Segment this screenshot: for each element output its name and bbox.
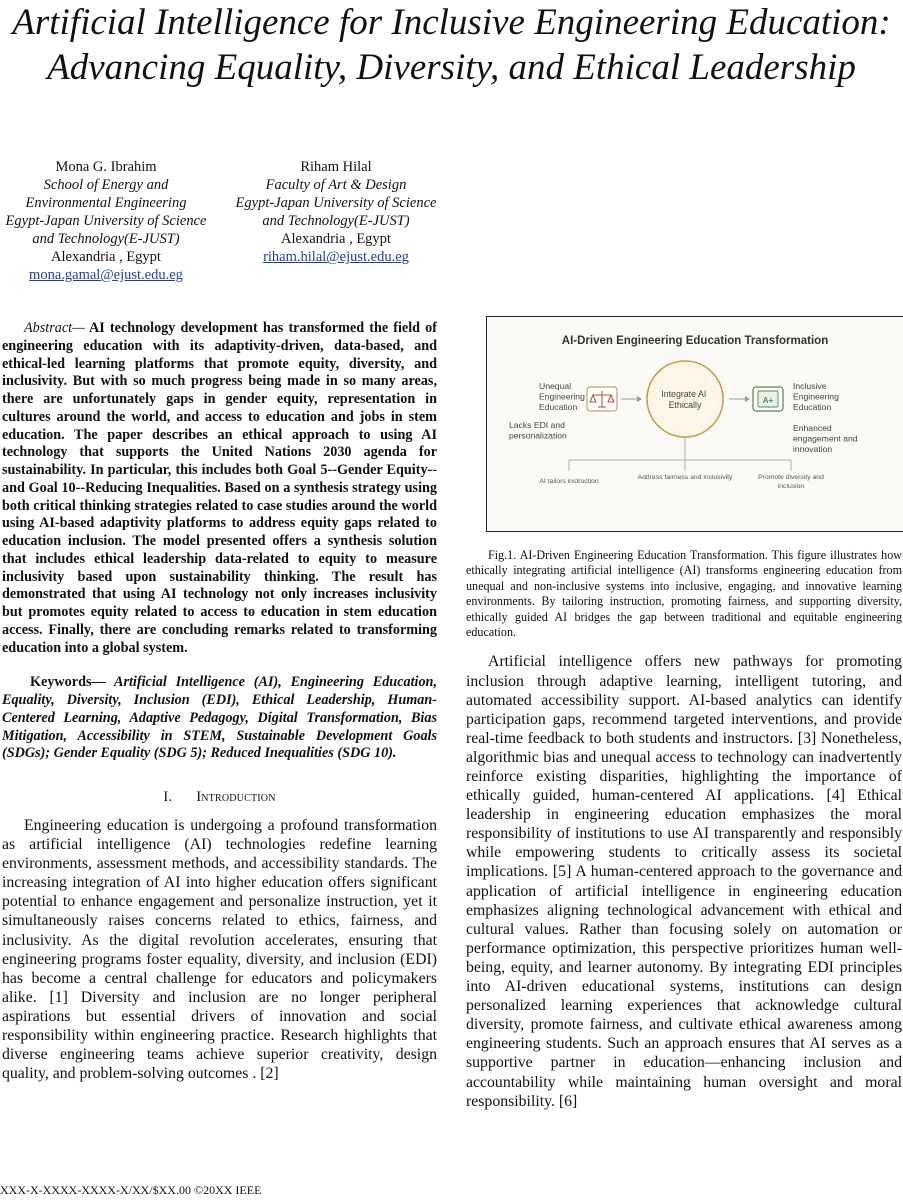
author-department: School of Energy and Environmental Engineering: [25, 177, 187, 211]
figure-1: [486, 316, 903, 532]
figure-left-label-line: Engineering: [539, 391, 585, 402]
section-number: I.: [163, 789, 173, 805]
author-city: Alexandria , Egypt: [51, 249, 161, 265]
figure-caption: Fig.1. AI-Driven Engineering Education Transformation. This figure illustrates how ethically integrating artificial intelligence (AI) transforms engineering education from unequal and non-inclusive systems into inclusive, engaging, and innovative learning environments. By tailoring instruction, promoting fairness, and supporting diversity, ethically guided AI bridges the gap between traditional and equitable engineering education.: [466, 548, 902, 640]
figure-right-sub-line: innovation: [793, 444, 833, 454]
author-department: Faculty of Art & Design: [265, 177, 407, 193]
figure-diagram: [487, 317, 903, 531]
branch-label-1: AI tailors instruction: [539, 478, 599, 485]
figure-left-sub-line: Lacks EDI and: [509, 420, 565, 430]
figure-right-label-line: Engineering: [793, 391, 839, 402]
branch-label-3-wrap: [745, 474, 837, 498]
left-column: [2, 320, 437, 1083]
author-block-2: [228, 158, 444, 266]
figure-center-line: Ethically: [668, 400, 702, 410]
paper-title: Artificial Intelligence for Inclusive Engineering Education: Advancing Equality, Diversity, and Ethical Leadership: [12, 2, 891, 88]
keywords-text: Artificial Intelligence (AI), Engineering Education, Equality, Diversity, Inclusion (EDI), Ethical Leadership, Human-Centered Learning, Adaptive Pedagogy, Digital Transformation, Bias Mitigation, Accessibility in STEM, Sustainable Development Goals (SDGs); Gender Equality (SDG 5); Reduced Inequalities (SDG 10).: [2, 674, 437, 762]
abstract: [2, 320, 437, 657]
branch-label-2: Address fairness and inclusivity: [637, 474, 733, 481]
branch-label-2-wrap: [637, 474, 733, 498]
figure-left-label-line: Education: [539, 402, 578, 412]
branch-label-3: Promote diversity and inclusion: [758, 474, 824, 490]
figure-left-sub: [509, 420, 567, 441]
keywords: [2, 674, 437, 763]
author-email-link[interactable]: mona.gamal@ejust.edu.eg: [29, 267, 183, 283]
section-heading-introduction: [2, 789, 437, 806]
figure-center-line: Integrate AI: [661, 389, 707, 399]
author-name: Riham Hilal: [300, 159, 372, 175]
figure-right-sub-line: engagement and: [793, 433, 858, 444]
abstract-text: AI technology development has transformed the field of engineering education with its adaptivity-driven, data-based, and ethical-led learning platforms that promote equity, diversity, and inclusivity. But with so much progress being made in so many areas, there are unfortunately gaps in gender equity, representation in cultures around the world, and access to education and jobs in stem education. The paper describes an ethical approach to using AI technology that supports the United Nations 2030 agenda for sustainability. In particular, this includes both Goal 5--Gender Equity--and Goal 10--Reducing Inequalities. Based on a synthesis strategy using both critical thinking strategies related to case studies around the world using AI-based adaptivity platforms to address equity gaps related to education inclusion. The model presented offers a synthesis solution that includes ethical leadership data-related to equity to measure inclusivity based upon sustainability thinking. The result has demonstrated that using AI technology not only increases inclusivity but promotes equity related to access to education in stem education access. Finally, there are concluding remarks related to transforming education into a global system.: [2, 320, 437, 656]
grade-badge-text: A+: [762, 396, 774, 405]
introduction-paragraph: Engineering education is undergoing a profound transformation as artificial intelligence (AI) technologies redefine learning environments, assessment methods, and accessibility standards. The increasing integration of AI into higher education offers significant potential to enhance engagement and personalize instruction, yet it simultaneously raises concerns related to ethics, fairness, and inclusivity. As the digital revolution accelerates, ensuring that engineering programs foster equality, diversity, and inclusion (EDI) has become a central challenge for educators and policymakers alike. [1] Diversity and inclusion are no longer peripheral aspirations but essential drivers of innovation and social responsibility within engineering practice. Research highlights that diverse engineering teams achieve superior creativity, design quality, and problem-solving outcomes . [2]: [2, 817, 437, 1083]
figure-right-label-line: Inclusive: [793, 381, 827, 391]
center-circle: [647, 361, 723, 437]
figure-right-sub-line: Enhanced: [793, 423, 832, 433]
copyright-footer: XXX-X-XXXX-XXXX-X/XX/$XX.00 ©20XX IEEE: [0, 1183, 262, 1197]
section-title: Introduction: [196, 789, 276, 805]
author-email-link[interactable]: riham.hilal@ejust.edu.eg: [263, 249, 409, 265]
author-university: Egypt-Japan University of Science and Technology(E-JUST): [5, 213, 207, 247]
keywords-label: Keywords—: [30, 674, 106, 691]
right-column-paragraph: Artificial intelligence offers new pathways for promoting inclusion through adaptive learning, intelligent tutoring, and automated accessibility support. AI-based analytics can identify participation gaps, recommend targeted interventions, and provide real-time feedback to both students and instructors. [3] Nonetheless, algorithmic bias and unequal access to technology can inadvertently reinforce existing disparities, highlighting the importance of ethically guided, human-centered AI applications. [4] Ethical leadership in engineering education emphasizes the moral responsibility of institutions to use AI transparently and responsibly while empowering students to critically assess its societal implications. [5] A human-centered approach to the governance and application of artificial intelligence in engineering education emphasizes aligning technological advancement with ethical and cultural values. Rather than focusing solely on automation or performance optimization, this perspective prioritizes human well-being, equity, and learner autonomy. By integrating EDI principles into AI-driven educational systems, institutions can design personalized learning experiences that acknowledge cultural diversity, promote fairness, and cultivate ethical awareness among engineering students. Such an approach ensures that AI serves as a supportive partner in education—enhancing inclusion and accountability while maintaining human oversight and moral responsibility. [6]: [466, 653, 902, 1110]
figure-title: AI-Driven Engineering Education Transformation: [561, 335, 829, 347]
author-name: Mona G. Ibrahim: [55, 159, 157, 175]
author-block-1: [0, 158, 212, 284]
author-city: Alexandria , Egypt: [281, 231, 391, 247]
abstract-label: Abstract—: [24, 320, 85, 336]
author-university: Egypt-Japan University of Science and Technology(E-JUST): [235, 195, 437, 229]
figure-left-label-line: Unequal: [539, 381, 572, 391]
figure-right-label-line: Education: [793, 402, 832, 412]
figure-left-sub-line: personalization: [509, 430, 567, 441]
right-column: [466, 316, 902, 1111]
